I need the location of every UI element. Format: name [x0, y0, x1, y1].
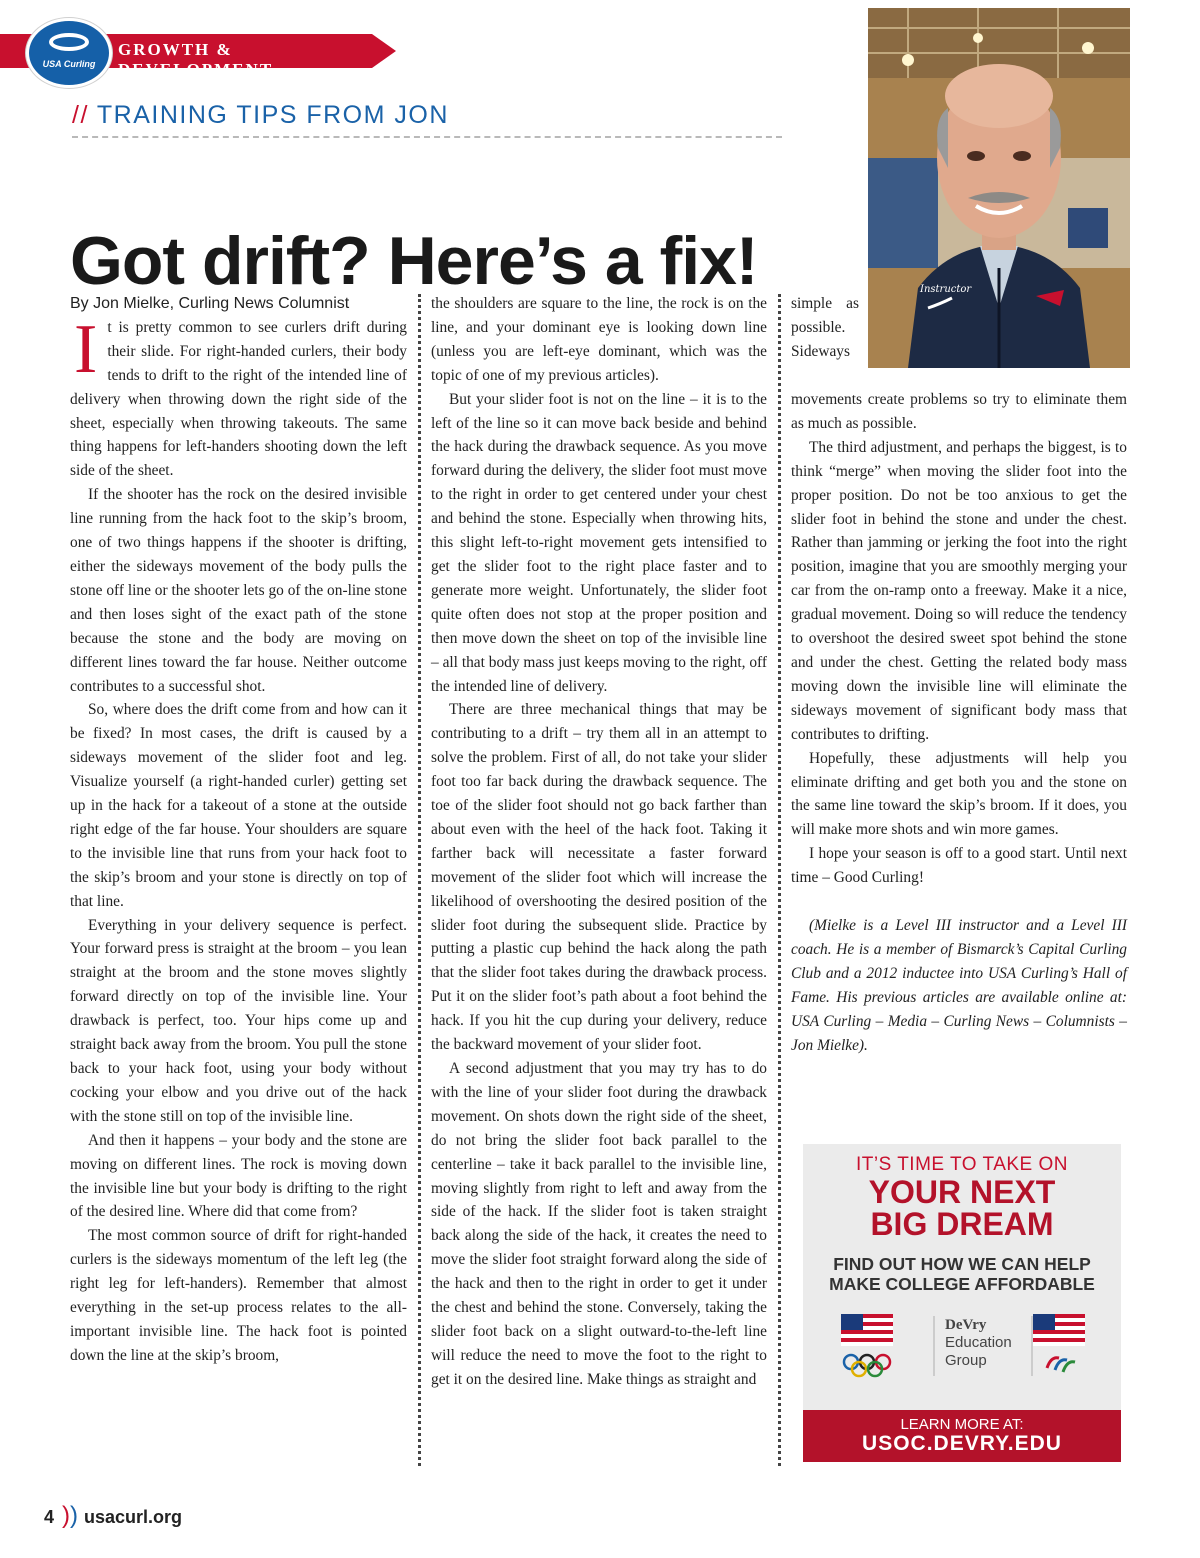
- site-url[interactable]: usacurl.org: [84, 1507, 183, 1527]
- paragraph: A second adjustment that you may try has to do with the line of your slider foot during the drawback movement. On shots down the right side of the sheet, do not bring the slider foot back parallel to the centerline – take it back parallel to the invisible line, moving slightly from right to left and away from the side of the hack. If the slider foot is taken straight back along the side of the hack, it creates the need to move the slider foot straight forward along the side of the hack and then to the right in order to get it under the chest and behind the stone. Conversely, taking the slider foot back on a slight outward-to-the-left line will reduce the need to move the foot to the right to get it on the desired line. Make things as straight and: [431, 1060, 767, 1388]
- ad-subhead-2: MAKE COLLEGE AFFORDABLE: [829, 1274, 1095, 1294]
- kicker-text: TRAINING TIPS FROM JON: [96, 101, 449, 129]
- logo-text: USA Curling: [42, 59, 96, 69]
- us-flag-olympic-rings-icon: [837, 1312, 897, 1382]
- page-number: 4: [44, 1507, 55, 1527]
- curl-brackets-icon: )): [62, 1502, 79, 1529]
- article-column-3: [791, 292, 1127, 1057]
- dashed-divider: [72, 136, 782, 138]
- paragraph: But your slider foot is not on the line – it is to the left of the line so it can move back beside and behind the hack during the drawback sequence. As you move forward during the delivery, the slider foot must move to the right in order to get centered under your chest and behind the stone. Especially when throwing hits, this slight left-to-right movement gets intensified to get the slider foot to the right place faster and to generate more weight. Unfortunately, the slider foot quite often does not stop at the proper position and then move down the sheet on top of the invisible line – all that body mass just keeps moving to the right, off the intended line of delivery.: [431, 390, 767, 695]
- paragraph: simple as possible. Sideways movements create problems so try to eliminate them as much as possible.: [791, 295, 1127, 432]
- paragraph: Hopefully, these adjustments will help you eliminate drifting and get both you and the stone on the same line toward the skip’s broom. If it does, you will make more shots and win more games.: [791, 749, 1127, 839]
- column-divider-2: [778, 294, 781, 1466]
- column-divider-1: [418, 294, 421, 1466]
- jacket-text: Instructor: [920, 284, 972, 295]
- paragraph: And then it happens – your body and the stone are moving on different lines. The rock is moving down the invisible line but your body is drifting to the right of the desired line. Where did that come from?: [70, 1131, 407, 1221]
- ad-headline-1: YOUR NEXT: [868, 1174, 1056, 1210]
- paragraph-text: t is pretty common to see curlers drift during their slide. For right-handed curlers, their body tends to drift to the right of the intended line of delivery when throwing down the right side of the sheet, especially when throwing takeouts. The same thing happens for left-handers shooting down the left side of the sheet.: [70, 318, 407, 480]
- ad-url[interactable]: USOC.DEVRY.EDU: [862, 1432, 1062, 1455]
- usa-curling-logo: [26, 18, 112, 88]
- paragraph: The third adjustment, and perhaps the biggest, is to think “merge” when moving the slider foot into the proper position. Do not be too anxious to get the slider foot in behind the stone and under the chest. Rather than jamming or jerking the foot into the right position, imagine that you are smoothly merging your car from the on-ramp onto a freeway. Make it a nice, gradual movement. Doing so will reduce the tendency to overshoot the desired sweet spot behind the stone and under the chest. Getting the related body mass moving down the invisible line will eliminate the sideways movement of significant body mass that contributes to drifting.: [791, 438, 1127, 743]
- ad-tagline: IT’S TIME TO TAKE ON: [855, 1154, 1068, 1175]
- spacer: [791, 890, 1127, 914]
- us-flag-paralympic-icon: [1029, 1312, 1089, 1382]
- page-footer: [44, 1502, 182, 1530]
- ad-subhead-1: FIND OUT HOW WE CAN HELP: [833, 1254, 1091, 1274]
- ad-cta-label: LEARN MORE AT:: [900, 1416, 1024, 1433]
- drop-cap: I: [74, 310, 98, 388]
- paragraph: I hope your season is off to a good start. Until next time – Good Curling!: [791, 845, 1127, 887]
- kicker-slashes: //: [72, 101, 89, 129]
- paragraph: [70, 310, 407, 483]
- devry-advertisement[interactable]: [803, 1144, 1121, 1462]
- ad-footer[interactable]: [803, 1410, 1121, 1462]
- brand-line: Education: [945, 1334, 1012, 1351]
- paragraph: There are three mechanical things that may be contributing to a drift – try them all in an attempt to solve the problem. First of all, do not take your slider foot too far back during the drawback sequence. The toe of the slider foot should not go back farther than about even with the heel of the hack foot. Taking it farther back will necessitate a faster forward movement of the slider foot which will increase the likelihood of overshooting the desired position of the slider foot during the subsequent slide. Practice by putting a plastic cup behind the hack along the path that the slider foot takes during the drawback process. Put it on the slider foot’s path about a foot behind the hack. If you hit the cup during your delivery, reduce the backward movement of your slider foot.: [431, 701, 767, 1054]
- paragraph: the shoulders are square to the line, the rock is on the line, and your dominant eye is looking down line (unless you are left-eye dominant, which was the topic of one of my previous articles).: [431, 295, 767, 384]
- brand-line: DeVry: [945, 1317, 987, 1333]
- article-headline: Got drift? Here’s a fix!: [70, 222, 758, 299]
- paragraph: The most common source of drift for right-handed curlers is the sideways momentum of the left leg (the right leg for left-handers). Remember that almost everything in the set-up process relates to the all-important invisible line. The hack foot is pointed down the line at the skip’s broom,: [70, 1227, 407, 1364]
- paragraph: Everything in your delivery sequence is perfect. Your forward press is straight at the broom – you lean straight at the broom and the stone moves slightly forward directly on top of the invisible line. Your drawback is perfect, too. Your hips come up and straight back away from the broom. You pull the stone back to your hack foot, using your body without cocking your elbow and you drive out of the hack with the stone still on top of the invisible line.: [70, 916, 407, 1125]
- paragraph: If the shooter has the rock on the desired invisible line running from the hack foot to the skip’s broom, one of two things happens if the shooter is drifting, either the sideways movement of the body pulls the stone off line or the shooter lets go of the on-line stone and then loses sight of the exact path of the stone because the stone and the body are moving on different lines toward the far house. Neither outcome contributes to a successful shot.: [70, 486, 407, 695]
- article-column-2: [431, 292, 767, 1392]
- author-bio: (Mielke is a Level III instructor and a Level III coach. He is a member of Bismarck’s Capital Curling Club and a 2012 inductee into USA Curling’s Hall of Fame. His previous articles are available online at: USA Curling – Media – Curling News – Columnists – Jon Mielke).: [791, 917, 1127, 1054]
- curling-stone-icon: [49, 33, 89, 51]
- ad-headline-2: BIG DREAM: [870, 1206, 1054, 1242]
- section-label: GROWTH & DEVELOPMENT: [118, 40, 274, 79]
- article-column-1: [70, 292, 407, 1368]
- photo-wrap-spacer: [859, 292, 1127, 388]
- devry-logo: [933, 1316, 1033, 1376]
- column-kicker: [72, 101, 449, 130]
- ad-logos: [837, 1312, 1087, 1382]
- paragraph: So, where does the drift come from and how can it be fixed? In most cases, the drift is caused by a sideways movement of the slider foot and leg. Visualize yourself (a right-handed curler) getting set up in the hack for a takeout of a stone at the outside right edge of the far house. Your shoulders are square to the invisible line that runs from your hack foot to the skip’s broom and your stone is directly on top of that line.: [70, 701, 407, 910]
- byline: By Jon Mielke, Curling News Columnist: [70, 295, 350, 312]
- brand-line: Group: [945, 1352, 987, 1369]
